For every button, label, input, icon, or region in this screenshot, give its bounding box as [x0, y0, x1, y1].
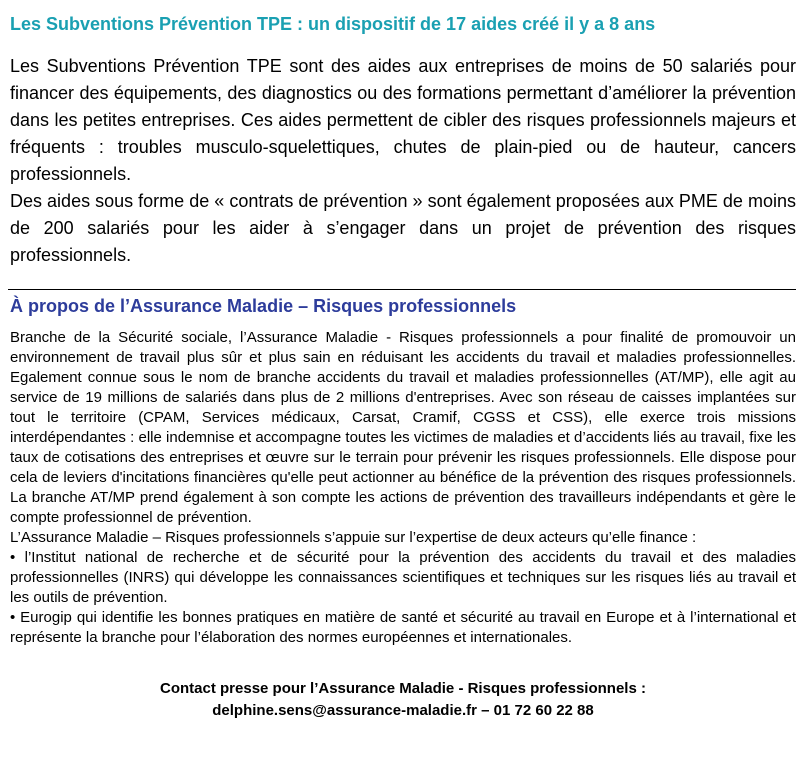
tpe-paragraph-2: Des aides sous forme de « contrats de prévention » sont également proposées aux PME de moins de 200 salariés pour les aider à s’engager dans un projet de prévention des risques professionnels.	[10, 191, 796, 265]
press-contact-block	[10, 678, 796, 722]
tpe-section-title: Les Subventions Prévention TPE : un dispositif de 17 aides créé il y a 8 ans	[10, 14, 656, 34]
tpe-paragraph-1: Les Subventions Prévention TPE sont des aides aux entreprises de moins de 50 salariés pour financer des équipements, des diagnostics ou des formations permettant d’améliorer la prévention dans les petites entreprises. Ces aides permettent de cibler des risques professionnels majeurs et fréquents : troubles musculo-squelettiques, chutes de plain-pied ou de hauteur, cancers professionnels.	[10, 56, 796, 184]
about-bullet-eurogip: • Eurogip qui identifie les bonnes pratiques en matière de santé et sécurité au travail en Europe et à l’international et représente la branche pour l’élaboration des normes européennes et internationales.	[10, 609, 796, 646]
section-divider-rule	[8, 289, 796, 290]
press-contact-heading: Contact presse pour l’Assurance Maladie - Risques professionnels :	[160, 680, 646, 697]
about-section-title: À propos de l’Assurance Maladie – Risques professionnels	[10, 296, 517, 316]
press-contact-email-phone: delphine.sens@assurance-maladie.fr – 01 72 60 22 88	[212, 702, 594, 719]
about-paragraph-main: Branche de la Sécurité sociale, l’Assurance Maladie - Risques professionnels a pour finalité de promouvoir un environnement de travail plus sûr et plus sain en réduisant les accidents du travail et maladies professionnelles. Egalement connue sous le nom de branche accidents du travail et maladies professionnelles (AT/MP), elle agit au service de 19 millions de salariés dans plus de 2 millions d'entreprises. Avec son réseau de caisses implantées sur tout le territoire (CPAM, Services médicaux, Carsat, Cramif, CGSS et CSS), elle exerce trois missions interdépendantes : elle indemnise et accompagne toutes les victimes de maladies et d’accidents liés au travail, fixe les taux de cotisations des entreprises et œuvre sur le terrain pour prévenir les risques professionnels. Elle dispose pour cela de leviers d'incitations financières qu'elle peut actionner au bénéfice de la prévention des risques professionnels. La branche AT/MP prend également à son compte les actions de prévention des travailleurs indépendants et gère le compte professionnel de prévention.	[10, 329, 796, 526]
about-bullet-inrs: • l’Institut national de recherche et de sécurité pour la prévention des accidents du travail et des maladies professionnelles (INRS) qui développe les connaissances scientifiques et techniques sur les risques liés au travail et les outils de prévention.	[10, 549, 796, 606]
about-paragraph-intro-actors: L’Assurance Maladie – Risques professionnels s’appuie sur l’expertise de deux acteurs qu’elle finance :	[10, 529, 697, 546]
